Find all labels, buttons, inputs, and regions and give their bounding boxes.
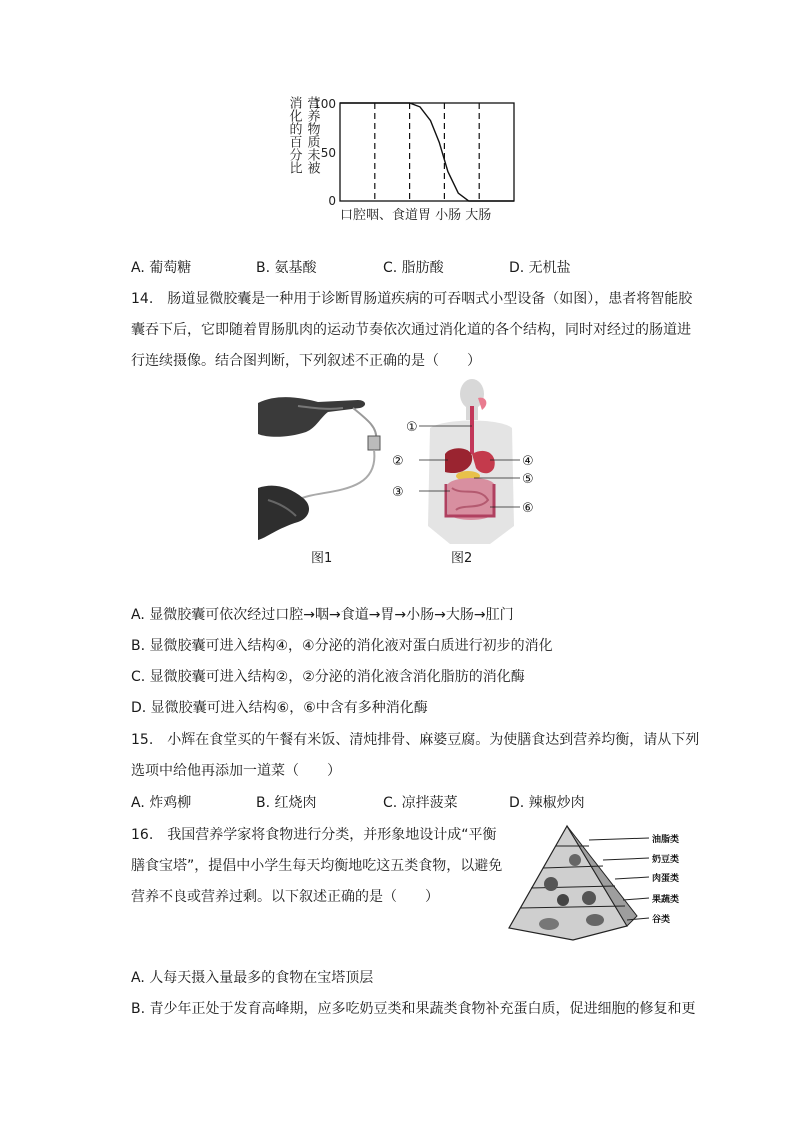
q14-stem-line2: 囊吞下后，它即随着胃肠肌肉的运动节奏依次通过消化道的各个结构，同时对经过的肠道进	[131, 322, 691, 338]
chart-region-dividers	[375, 103, 479, 201]
q16-stem-line1: 16. 我国营养学家将食物进行分类，并形象地设计成“平衡	[131, 827, 497, 843]
q13-option-a[interactable]: A. 葡萄糖	[131, 260, 192, 276]
chart-ytick-0: 0	[328, 194, 336, 208]
chart-xaxis-labels: 口腔咽、食道胃 小肠 大肠	[340, 208, 492, 223]
q15-option-c[interactable]: C. 凉拌菠菜	[383, 795, 458, 811]
q14-option-c[interactable]: C. 显微胶囊可进入结构②，②分泌的消化液含消化脂肪的消化酶	[131, 669, 525, 685]
q14-stem-line3: 行连续摄像。结合图判断，下列叙述不正确的是（ ）	[131, 353, 481, 369]
digestion-chart	[270, 88, 530, 228]
q13-option-c[interactable]: C. 脂肪酸	[383, 260, 444, 276]
chart-ylabel-line1: 营养物质未被	[304, 96, 320, 174]
q15-option-b[interactable]: B. 红烧肉	[256, 795, 317, 811]
q16-stem-line3: 营养不良或营养过剩。以下叙述正确的是（ ）	[131, 889, 439, 905]
q16-stem-line2: 膳食宝塔”，提倡中小学生每天均衡地吃这五类食物，以避免	[131, 858, 503, 874]
pyramid-label-oils: 油脂类	[652, 835, 680, 845]
q15-stem-line1: 15. 小辉在食堂买的午餐有米饭、清炖排骨、麻婆豆腐。为使膳食达到营养均衡，请从下列	[131, 732, 700, 748]
pyramid-label-fruit-veg: 果蔬类	[652, 895, 680, 905]
fig2-label-4: ④	[522, 454, 534, 469]
q15-option-a[interactable]: A. 炸鸡柳	[131, 795, 192, 811]
q14-option-a[interactable]: A. 显微胶囊可依次经过口腔→咽→食道→胃→小肠→大肠→肛门	[131, 607, 514, 623]
fig1-caption: 图1	[311, 551, 333, 566]
fig2-label-1: ①	[406, 420, 418, 435]
fig2-label-3: ③	[392, 485, 404, 500]
chart-ytick-100: 100	[313, 97, 336, 111]
pyramid-label-grains: 谷类	[652, 915, 671, 925]
food-pyramid-image	[505, 824, 695, 942]
pyramid-label-meat: 肉蛋类	[652, 874, 680, 884]
fig2-label-5: ⑤	[522, 472, 534, 487]
q15-stem-line2: 选项中给他再添加一道菜（ ）	[131, 763, 341, 779]
chart-ylabel-line2: 消化的百分比	[286, 96, 302, 174]
q14-stem-line1: 14. 肠道显微胶囊是一种用于诊断胃肠道疾病的可吞咽式小型设备（如图），患者将智能胶	[131, 291, 693, 307]
q16-option-b[interactable]: B. 青少年正处于发育高峰期，应多吃奶豆类和果蔬类食物补充蛋白质，促进细胞的修复和更	[131, 1001, 696, 1017]
q14-option-d[interactable]: D. 显微胶囊可进入结构⑥，⑥中含有多种消化酶	[131, 700, 428, 716]
chart-ytick-50: 50	[320, 146, 336, 160]
q14-option-b[interactable]: B. 显微胶囊可进入结构④，④分泌的消化液对蛋白质进行初步的消化	[131, 638, 553, 654]
q13-option-d[interactable]: D. 无机盐	[509, 260, 571, 276]
pyramid-label-dairy: 奶豆类	[652, 855, 680, 865]
fig2-caption: 图2	[451, 551, 473, 566]
digestive-system-diagram	[390, 376, 550, 548]
chart-series-line	[340, 103, 514, 201]
q15-option-d[interactable]: D. 辣椒炒肉	[509, 795, 585, 811]
capsule-device-photo	[258, 388, 388, 543]
q13-option-b[interactable]: B. 氨基酸	[256, 260, 317, 276]
chart-frame	[340, 103, 514, 201]
fig2-label-2: ②	[392, 454, 404, 469]
fig2-label-6: ⑥	[522, 501, 534, 516]
q16-option-a[interactable]: A. 人每天摄入量最多的食物在宝塔顶层	[131, 970, 374, 986]
